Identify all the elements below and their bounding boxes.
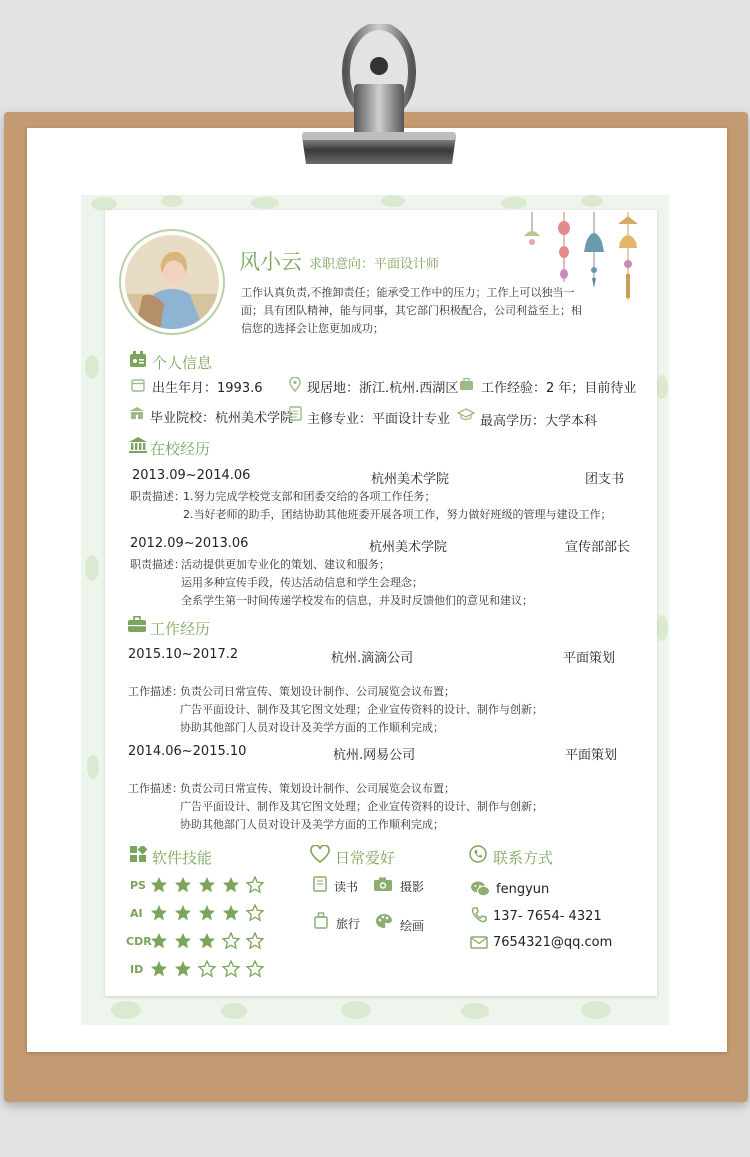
desc-line: 全系学生第一时间传递学校发布的信息，并及时反馈他们的意见和建议；: [181, 594, 533, 607]
book-icon: [313, 876, 327, 892]
star-empty-icon: [199, 961, 215, 976]
intro-line: 工作认真负责,不推卸责任；能承受工作中的压力；工作上可以独当一: [241, 286, 575, 299]
hobby-travel: 旅行: [336, 917, 361, 931]
intro-text: [241, 284, 582, 338]
id-card-icon: [129, 351, 147, 368]
star-filled-icon: [199, 905, 215, 920]
section-title-personal: 个人信息: [152, 354, 213, 372]
desc-line: 协助其他部门人员对设计及美学方面的工作顺利完成；: [180, 818, 444, 831]
work-briefcase-icon: [128, 616, 146, 632]
graduate-school: 毕业院校：杭州美术学院: [150, 411, 294, 426]
campus-1-desc: [183, 488, 612, 524]
hobby-reading: 读书: [334, 880, 359, 894]
bank-building-icon: [129, 437, 147, 453]
star-filled-icon: [151, 933, 167, 948]
star-filled-icon: [151, 961, 167, 976]
palette-icon: [375, 913, 393, 929]
work-2-role: 平面策划: [565, 748, 618, 763]
campus-1-desc-label: 职责描述：: [130, 490, 185, 503]
skill-name-id: ID: [130, 963, 144, 976]
star-filled-icon: [175, 877, 191, 892]
star-filled-icon: [175, 933, 191, 948]
residence: 现居地：浙江.杭州.西湖区: [307, 381, 459, 396]
camera-icon: [374, 877, 392, 891]
star-empty-icon: [247, 933, 263, 948]
campus-2-date: 2012.09~2013.06: [130, 536, 249, 551]
skill-rating-cdr: [148, 932, 268, 954]
job-objective: 求职意向：平面设计师: [309, 257, 440, 272]
star-filled-icon: [151, 877, 167, 892]
section-title-contact: 联系方式: [493, 849, 554, 867]
desc-line: 广告平面设计、制作及其它图文处理；企业宣传资料的设计、制作与创新；: [180, 703, 543, 716]
briefcase-icon: [459, 378, 474, 391]
rating-stars: [148, 876, 268, 894]
birth-date: 出生年月：1993.6: [152, 381, 263, 396]
work-2-desc: [180, 780, 543, 834]
desc-line: 活动提供更加专业化的策划、建议和服务；: [181, 558, 390, 571]
star-filled-icon: [175, 905, 191, 920]
star-filled-icon: [151, 905, 167, 920]
contact-email: 7654321@qq.com: [493, 935, 613, 950]
desc-line: 2.当好老师的助手，团结协助其他班委开展各项工作，努力做好班级的管理与建设工作；: [183, 508, 612, 521]
campus-1-org: 杭州美术学院: [371, 472, 450, 487]
candidate-name: 风小云: [239, 250, 302, 274]
section-title-campus: 在校经历: [150, 440, 211, 458]
work-2-date: 2014.06~2015.10: [128, 744, 247, 759]
desc-line: 1.努力完成学校党支部和团委交给的各项工作任务；: [183, 490, 436, 503]
skill-name-cdr: CDR: [126, 935, 152, 948]
luggage-icon: [314, 912, 328, 929]
work-1-role: 平面策划: [563, 651, 616, 666]
campus-1-date: 2013.09~2014.06: [132, 468, 251, 483]
section-title-work: 工作经历: [150, 620, 211, 638]
skill-rating-id: [148, 960, 268, 982]
major: 主修专业：平面设计专业: [307, 412, 451, 427]
campus-2-org: 杭州美术学院: [369, 540, 448, 555]
work-experience: 工作经验：2 年；目前待业: [481, 381, 637, 396]
email-icon: [470, 936, 488, 949]
phone-icon: [471, 907, 487, 923]
rating-stars: [148, 932, 268, 950]
star-filled-icon: [199, 877, 215, 892]
skill-rating-ai: [148, 904, 268, 926]
desc-line: 运用多种宣传手段，传达活动信息和学生会理念；: [181, 576, 423, 589]
campus-2-desc: [181, 556, 533, 610]
contact-phone: 137- 7654- 4321: [493, 909, 602, 924]
star-empty-icon: [223, 933, 239, 948]
campus-2-desc-label: 职责描述：: [130, 558, 185, 571]
work-1-desc-label: 工作描述：: [128, 685, 183, 698]
work-1-org: 杭州.滴滴公司: [331, 651, 414, 666]
section-title-skills: 软件技能: [152, 849, 213, 867]
star-filled-icon: [223, 905, 239, 920]
skill-name-ai: AI: [130, 907, 143, 920]
work-1-desc: [180, 683, 543, 737]
avatar: [119, 229, 225, 335]
phone-circle-icon: [469, 845, 487, 863]
skill-rating-ps: [148, 876, 268, 898]
rating-stars: [148, 960, 268, 978]
heart-icon: [310, 845, 330, 863]
star-empty-icon: [247, 961, 263, 976]
desc-line: 广告平面设计、制作及其它图文处理；企业宣传资料的设计、制作与创新；: [180, 800, 543, 813]
calendar-icon: [131, 378, 145, 392]
grid-apps-icon: [130, 846, 147, 863]
star-empty-icon: [223, 961, 239, 976]
work-2-desc-label: 工作描述：: [128, 782, 183, 795]
education-level: 最高学历：大学本科: [480, 414, 598, 429]
school-icon: [129, 406, 145, 420]
intro-line: 面；具有团队精神，能与同事，其它部门积极配合，公司利益至上；相: [241, 304, 582, 317]
document-icon: [289, 406, 302, 421]
desc-line: 协助其他部门人员对设计及美学方面的工作顺利完成；: [180, 721, 444, 734]
work-1-date: 2015.10~2017.2: [128, 647, 239, 662]
rating-stars: [148, 904, 268, 922]
desc-line: 负责公司日常宣传、策划设计制作、公司展览会议布置；: [180, 685, 455, 698]
intro-line: 信您的选择会让您更加成功；: [241, 322, 384, 335]
hobby-painting: 绘画: [400, 919, 425, 933]
star-empty-icon: [247, 905, 263, 920]
work-2-org: 杭州.网易公司: [333, 748, 416, 763]
skill-name-ps: PS: [130, 879, 146, 892]
contact-wechat: fengyun: [496, 882, 550, 897]
profile-photo: [125, 235, 219, 329]
binder-clip-icon: [298, 24, 460, 170]
section-title-hobbies: 日常爱好: [335, 849, 396, 867]
star-filled-icon: [199, 933, 215, 948]
hobby-photography: 摄影: [400, 880, 425, 894]
wechat-icon: [471, 881, 490, 897]
graduation-cap-icon: [457, 408, 475, 421]
campus-2-role: 宣传部部长: [565, 540, 631, 555]
location-pin-icon: [289, 377, 301, 392]
star-empty-icon: [247, 877, 263, 892]
star-filled-icon: [223, 877, 239, 892]
star-filled-icon: [175, 961, 191, 976]
campus-1-role: 团支书: [585, 472, 625, 487]
desc-line: 负责公司日常宣传、策划设计制作、公司展览会议布置；: [180, 782, 455, 795]
